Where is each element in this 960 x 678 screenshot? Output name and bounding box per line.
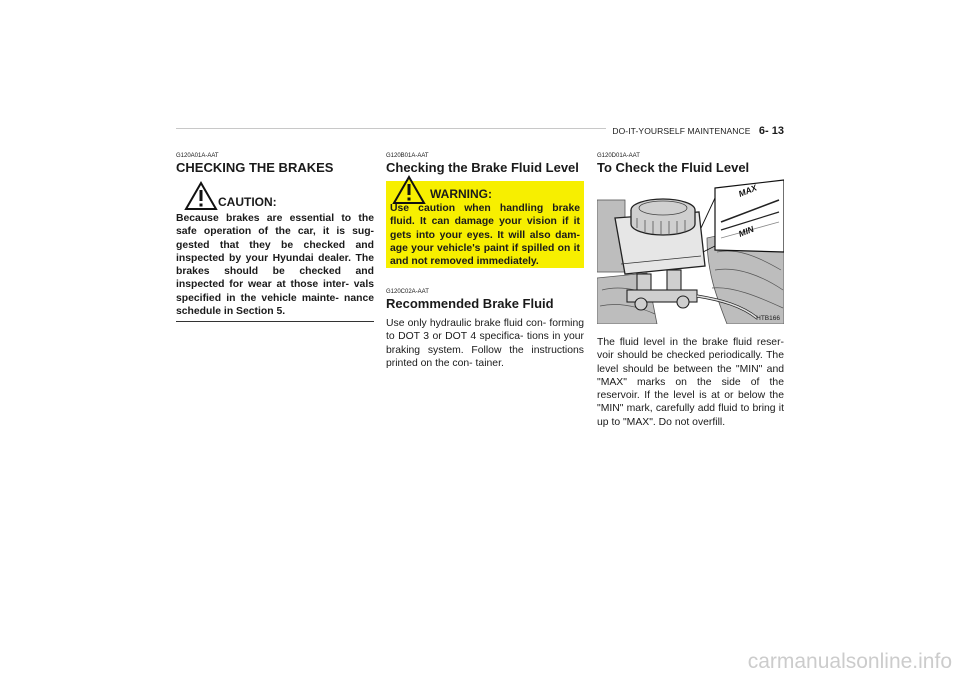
- watermark: carmanualsonline.info: [747, 650, 952, 673]
- body-text: The fluid level in the brake fluid reser- voir should be checked periodically. The level should be between the "MIN" and "MAX" marks on the side of the reservoir. If the level is at or below the "MIN" mark, carefully add fluid to bring it up to "MAX". Do not overfill.: [597, 337, 784, 428]
- section-code: G120D01A-AAT: [597, 153, 640, 159]
- section-title: DO-IT-YOURSELF MAINTENANCE: [612, 126, 751, 136]
- header-rule: [176, 128, 606, 129]
- body-text: Use only hydraulic brake fluid con- forming to DOT 3 or DOT 4 specifica- tions in your braking system. Follow the instructions printed on the con- tainer.: [386, 318, 584, 369]
- warning-triangle-icon: [392, 175, 426, 205]
- figure-code: HTB166: [756, 315, 780, 322]
- section-code: G120A01A-AAT: [176, 153, 219, 159]
- min-mark-label: MIN: [737, 223, 756, 239]
- caution-title: CAUTION:: [218, 195, 277, 209]
- column-check-fluid: [597, 152, 784, 429]
- section-heading: To Check the Fluid Level: [597, 160, 750, 175]
- page-number: 6- 13: [758, 125, 784, 137]
- page-header: [612, 121, 784, 139]
- column-brakes: [176, 152, 374, 322]
- warning-title: WARNING:: [430, 187, 492, 201]
- column-brake-fluid: [386, 152, 584, 370]
- section-heading: Recommended Brake Fluid: [386, 296, 554, 311]
- caution-triangle-icon: [184, 181, 218, 211]
- section-heading: Checking the Brake Fluid Level: [386, 160, 579, 175]
- max-mark-label: MAX: [737, 182, 759, 199]
- section-code: G120C02A-AAT: [386, 289, 429, 295]
- section-code: G120B01A-AAT: [386, 153, 429, 159]
- level-marks-overlay: [597, 178, 784, 324]
- caution-text: Because brakes are essential to the safe operation of the car, it is sug- gested that they be checked and inspected by your Hyundai dealer. The brakes should be checked and inspected for wear at those inter- vals specified in the vehicle mainte- nance schedule in Section 5.: [176, 213, 374, 318]
- warning-text: Use caution when handling brake fluid. It can damage your vision if it gets into your eyes. It will also dam- age your vehicle's paint if spilled on it and not removed immediately.: [390, 203, 580, 268]
- caution-box: [176, 181, 374, 322]
- section-heading: CHECKING THE BRAKES: [176, 160, 334, 175]
- caution-divider: [176, 321, 374, 322]
- warning-box: [386, 181, 584, 268]
- brake-reservoir-illustration: [597, 178, 784, 324]
